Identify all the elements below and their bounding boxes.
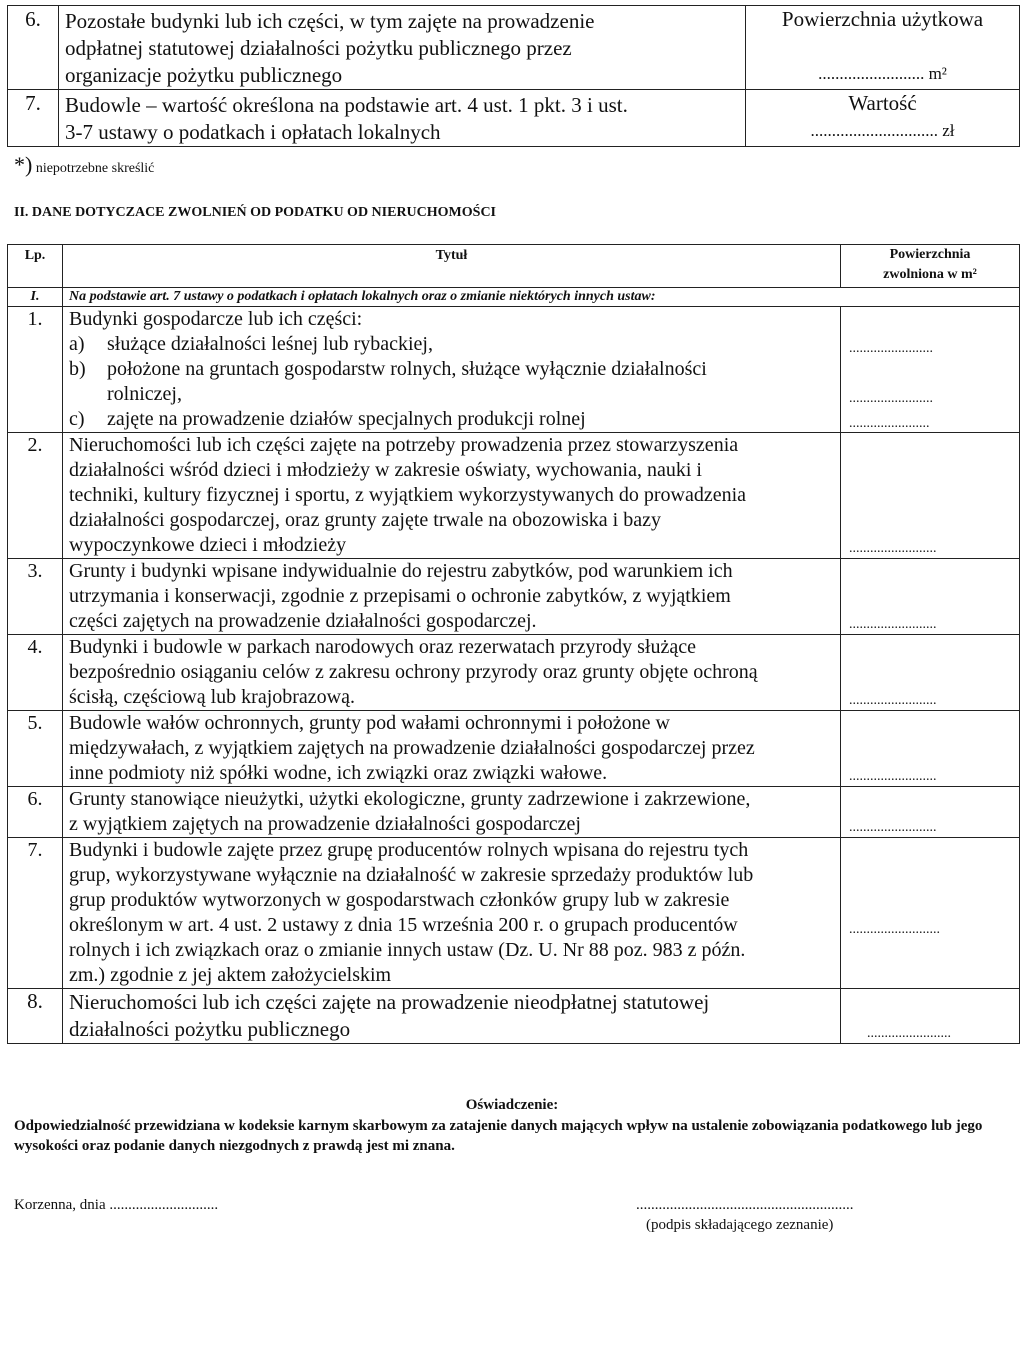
subheader-num: I.	[8, 288, 63, 307]
footnote	[14, 152, 154, 178]
row-description: Budynki i budowle zajęte przez grupę producentów rolnych wpisana do rejestru tych grup, wykorzystywane wyłącznie na działalność w zakresie sprzedaży produktów lub grup produktów wytworzonych w gospodarstwach członków grupy lub w zakresie określonym w art. 4 ust. 2 ustawy z dnia 15 września 200 r. o grupach producentów rolnych i ich związkach oraz o zmianie innych ustaw (Dz. U. Nr 88 poz. 983 z późn. zm.) zgodnie z jej aktem założycielskim	[63, 838, 841, 989]
area-input[interactable]: ..........................	[849, 922, 940, 937]
place-date-field[interactable]: Korzenna, dnia .............................	[14, 1197, 219, 1213]
table-row	[8, 559, 1020, 635]
table-row	[8, 90, 1020, 147]
table-row	[8, 989, 1020, 1044]
declaration-title: Oświadczenie:	[465, 1097, 559, 1113]
area-input-cell[interactable]	[841, 559, 1020, 635]
property-table-top	[7, 5, 1020, 147]
row-number: 4.	[8, 635, 63, 711]
value-cell[interactable]	[746, 90, 1020, 147]
value-label: Wartość	[848, 91, 917, 115]
area-input[interactable]: .........................	[849, 693, 937, 708]
table-header-row	[8, 245, 1020, 288]
area-input-cell[interactable]	[841, 989, 1020, 1044]
row-description	[63, 307, 841, 433]
area-input[interactable]: .........................	[849, 541, 937, 556]
area-input-cell[interactable]	[841, 635, 1020, 711]
value-label: Powierzchnia użytkowa	[781, 7, 984, 31]
row-number: 3.	[8, 559, 63, 635]
signature-label: (podpis składającego zeznanie)	[646, 1217, 834, 1233]
signature-field[interactable]: ..........................................................	[636, 1197, 854, 1213]
header-lp: Lp.	[8, 245, 63, 288]
footnote-star: *)	[14, 152, 33, 177]
row-title: Budynki gospodarcze lub ich części:	[69, 308, 363, 330]
row-description: Nieruchomości lub ich części zajęte na prowadzenie nieodpłatnej statutowej działalności pożytku publicznego	[63, 989, 841, 1044]
area-input[interactable]: ........................	[849, 391, 933, 406]
sub-item: a) służące działalności leśnej lub rybackiej,	[69, 333, 433, 355]
area-input[interactable]: .........................	[849, 769, 937, 784]
value-input[interactable]: .............................. zł	[810, 121, 955, 140]
declaration-text: Odpowiedzialność przewidziana w kodeksie karnym skarbowym za zatajenie danych mających wpływ na ustalenie zobowiązania podatkowego lub jego wysokości oraz podanie danych niezgodnych z prawdą jest mi znana.	[14, 1118, 983, 1154]
area-input-cell[interactable]	[841, 838, 1020, 989]
area-input[interactable]: .........................	[849, 617, 937, 632]
sub-item: b) położone na gruntach gospodarstw rolnych, służące wyłącznie działalności rolniczej,	[69, 358, 707, 405]
sub-item: c) zajęte na prowadzenie działów specjalnych produkcji rolnej	[69, 408, 586, 430]
area-input-cell[interactable]	[841, 433, 1020, 559]
value-cell[interactable]	[746, 6, 1020, 90]
row-number: 5.	[8, 711, 63, 787]
table-row	[8, 838, 1020, 989]
header-powierzchnia: Powierzchnia zwolniona w m²	[841, 245, 1020, 288]
area-input-cell[interactable]	[841, 711, 1020, 787]
row-description: Nieruchomości lub ich części zajęte na potrzeby prowadzenia przez stowarzyszenia działalności wśród dzieci i młodzieży w zakresie oświaty, wychowania, nauki i techniki, kultury fizycznej i sportu, z wyjątkiem wykorzystywanych do prowadzenia działalności gospodarczej, oraz grunty zajęte trwale na obozowiska i bazy wypoczynkowe dzieci i młodzieży	[63, 433, 841, 559]
subheader-text: Na podstawie art. 7 ustawy o podatkach i opłatach lokalnych oraz o zmianie niektórych innych ustaw:	[63, 288, 1020, 307]
row-description: Budowle – wartość określona na podstawie art. 4 ust. 1 pkt. 3 i ust. 3-7 ustawy o podatkach i opłatach lokalnych	[59, 90, 746, 147]
area-input[interactable]: ........................	[849, 341, 933, 356]
area-input[interactable]: .......................	[849, 416, 930, 431]
row-number: 1.	[8, 307, 63, 433]
value-input[interactable]: ......................... m²	[818, 64, 947, 83]
row-number: 6.	[8, 787, 63, 838]
exemption-table	[7, 244, 1020, 1044]
row-number: 6.	[8, 6, 59, 90]
table-row	[8, 711, 1020, 787]
row-number: 7.	[8, 90, 59, 147]
footnote-text: niepotrzebne skreślić	[35, 161, 155, 176]
area-input-cell[interactable]	[841, 787, 1020, 838]
area-input[interactable]: ........................	[867, 1026, 951, 1041]
area-input-cell[interactable]	[841, 307, 1020, 433]
row-number: 7.	[8, 838, 63, 989]
row-description: Budowle wałów ochronnych, grunty pod wałami ochronnymi i położone w międzywałach, z wyjątkiem zajętych na prowadzenie działalności gospodarczej przez inne podmioty niż spółki wodne, ich związki oraz związki wałowe.	[63, 711, 841, 787]
row-description: Grunty i budynki wpisane indywidualnie do rejestru zabytków, pod warunkiem ich utrzymania i konserwacji, zgodnie z przepisami o ochronie zabytków, z wyjątkiem części zajętych na prowadzenie działalności gospodarczej.	[63, 559, 841, 635]
row-description: Budynki i budowle w parkach narodowych oraz rezerwatach przyrody służące bezpośrednio osiąganiu celów z zakresu ochrony przyrody oraz grunty objęte ochroną ścisłą, częściową lub krajobrazową.	[63, 635, 841, 711]
table-row	[8, 6, 1020, 90]
row-number: 8.	[8, 989, 63, 1044]
section-title: II. DANE DOTYCZACE ZWOLNIEŃ OD PODATKU OD NIERUCHOMOŚCI	[14, 205, 497, 220]
table-row	[8, 787, 1020, 838]
table-row	[8, 307, 1020, 433]
area-input[interactable]: .........................	[849, 820, 937, 835]
subheader-row	[8, 288, 1020, 307]
table-row	[8, 433, 1020, 559]
row-description: Pozostałe budynki lub ich części, w tym zajęte na prowadzenie odpłatnej statutowej działalności pożytku publicznego przez organizacje pożytku publicznego	[59, 6, 746, 90]
table-row	[8, 635, 1020, 711]
row-number: 2.	[8, 433, 63, 559]
header-tytul: Tytuł	[63, 245, 841, 288]
row-description: Grunty stanowiące nieużytki, użytki ekologiczne, grunty zadrzewione i zakrzewione, z wyjątkiem zajętych na prowadzenie działalności gospodarczej	[63, 787, 841, 838]
